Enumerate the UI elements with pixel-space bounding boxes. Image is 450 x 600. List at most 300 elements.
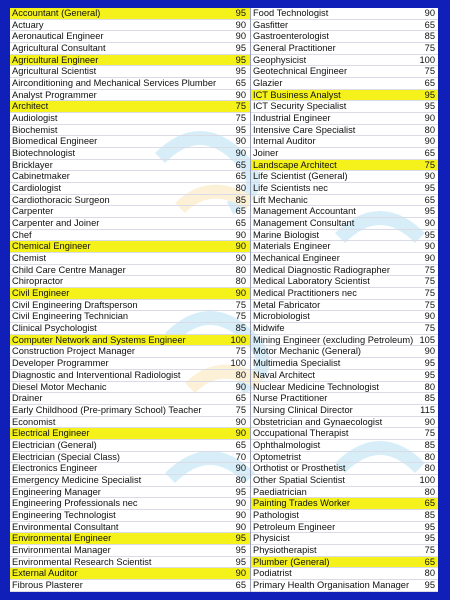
table-row: [10, 335, 250, 347]
table-row: [10, 417, 250, 429]
occupation-name: Civil Engineering Technician: [12, 311, 129, 322]
occupation-name: Civil Engineer: [12, 288, 70, 299]
occupation-score: 95: [235, 54, 246, 65]
occupation-name: Analyst Programmer: [12, 89, 97, 100]
occupation-score: 75: [424, 544, 435, 555]
occupation-name: Clinical Psychologist: [12, 323, 97, 334]
occupation-score: 100: [419, 474, 435, 485]
occupation-name: Chef: [12, 229, 32, 240]
occupation-name: Gastroenterologist: [253, 31, 329, 42]
occupation-name: General Practitioner: [253, 43, 336, 54]
occupation-score: 90: [424, 218, 435, 229]
occupation-score: 75: [424, 323, 435, 334]
table-row: [10, 160, 250, 172]
occupation-name: Audiologist: [12, 113, 58, 124]
table-row: [251, 452, 438, 464]
occupation-score: 75: [235, 299, 246, 310]
occupation-score: 80: [424, 124, 435, 135]
occupation-score: 90: [424, 136, 435, 147]
table-row: [10, 101, 250, 113]
occupation-name: Mining Engineer (excluding Petroleum): [253, 334, 414, 345]
occupation-score: 75: [424, 43, 435, 54]
occupation-name: Gasfitter: [253, 19, 289, 30]
occupation-score: 75: [424, 288, 435, 299]
occupation-table: [10, 8, 438, 592]
table-row: [10, 90, 250, 102]
occupation-score: 75: [424, 159, 435, 170]
occupation-name: Actuary: [12, 19, 44, 30]
occupation-score: 100: [230, 358, 246, 369]
occupation-score: 95: [235, 556, 246, 567]
occupation-name: Electronics Engineer: [12, 463, 98, 474]
occupation-score: 95: [424, 101, 435, 112]
table-row: [251, 580, 438, 592]
occupation-name: Joiner: [253, 148, 279, 159]
occupation-name: ICT Business Analyst: [253, 89, 341, 100]
table-row: [10, 241, 250, 253]
occupation-score: 75: [235, 346, 246, 357]
occupation-score: 90: [235, 416, 246, 427]
table-row: [251, 241, 438, 253]
table-row: [10, 311, 250, 323]
occupation-name: Materials Engineer: [253, 241, 331, 252]
occupation-name: Drainer: [12, 393, 43, 404]
table-row: [251, 113, 438, 125]
occupation-name: Physicist: [253, 533, 290, 544]
occupation-score: 90: [235, 89, 246, 100]
table-row: [10, 510, 250, 522]
occupation-score: 95: [424, 521, 435, 532]
table-row: [10, 428, 250, 440]
table-row: [10, 206, 250, 218]
occupation-score: 95: [235, 8, 246, 18]
table-row: [10, 230, 250, 242]
occupation-name: Biochemist: [12, 124, 58, 135]
occupation-score: 90: [235, 148, 246, 159]
table-row: [10, 183, 250, 195]
occupation-score: 85: [424, 439, 435, 450]
occupation-name: Life Scientists nec: [253, 183, 328, 194]
occupation-score: 65: [424, 148, 435, 159]
occupation-score: 90: [235, 463, 246, 474]
table-row: [10, 136, 250, 148]
occupation-name: Medical Laboratory Scientist: [253, 276, 370, 287]
occupation-name: Electrician (Special Class): [12, 451, 120, 462]
occupation-score: 70: [235, 451, 246, 462]
occupation-name: Marine Biologist: [253, 229, 320, 240]
table-row: [251, 253, 438, 265]
table-row: [251, 428, 438, 440]
table-row: [251, 440, 438, 452]
occupation-score: 90: [424, 8, 435, 18]
occupation-name: Aeronautical Engineer: [12, 31, 104, 42]
table-row: [10, 218, 250, 230]
table-row: [10, 55, 250, 67]
occupation-name: Metal Fabricator: [253, 299, 321, 310]
occupation-score: 85: [424, 509, 435, 520]
occupation-name: Multimedia Specialist: [253, 358, 341, 369]
occupation-score: 85: [424, 393, 435, 404]
occupation-score: 105: [419, 334, 435, 345]
table-row: [251, 20, 438, 32]
occupation-score: 100: [419, 54, 435, 65]
occupation-score: 90: [235, 288, 246, 299]
table-row: [10, 346, 250, 358]
table-row: [251, 101, 438, 113]
occupation-score: 100: [230, 334, 246, 345]
table-row: [251, 125, 438, 137]
table-row: [10, 498, 250, 510]
occupation-name: Environmental Consultant: [12, 521, 119, 532]
occupation-score: 80: [235, 183, 246, 194]
occupation-score: 75: [424, 264, 435, 275]
occupation-score: 75: [424, 66, 435, 77]
occupation-name: Glazier: [253, 78, 283, 89]
table-row: [10, 370, 250, 382]
occupation-name: Management Accountant: [253, 206, 356, 217]
table-row: [10, 452, 250, 464]
table-row: [10, 31, 250, 43]
table-row: [251, 498, 438, 510]
table-row: [10, 533, 250, 545]
occupation-score: 95: [424, 183, 435, 194]
occupation-score: 75: [235, 101, 246, 112]
table-row: [10, 78, 250, 90]
table-row: [251, 533, 438, 545]
table-row: [251, 55, 438, 67]
occupation-name: Lift Mechanic: [253, 194, 308, 205]
occupation-name: Bricklayer: [12, 159, 53, 170]
occupation-score: 90: [235, 428, 246, 439]
occupation-name: Nursing Clinical Director: [253, 404, 353, 415]
occupation-score: 85: [235, 194, 246, 205]
table-row: [251, 31, 438, 43]
occupation-score: 115: [420, 404, 435, 415]
occupation-score: 75: [235, 404, 246, 415]
table-row: [10, 463, 250, 475]
occupation-name: Early Childhood (Pre-primary School) Teacher: [12, 404, 202, 415]
table-row: [10, 568, 250, 580]
occupation-name: Engineering Professionals nec: [12, 498, 138, 509]
table-row: [10, 545, 250, 557]
table-row: [251, 265, 438, 277]
table-row: [251, 206, 438, 218]
table-row: [251, 160, 438, 172]
occupation-name: Agricultural Scientist: [12, 66, 97, 77]
table-row: [251, 276, 438, 288]
table-row: [251, 487, 438, 499]
table-row: [251, 230, 438, 242]
occupation-score: 80: [235, 276, 246, 287]
occupation-score: 90: [235, 381, 246, 392]
occupation-name: Geotechnical Engineer: [253, 66, 348, 77]
occupation-score: 65: [235, 393, 246, 404]
occupation-name: Medical Practitioners nec: [253, 288, 357, 299]
occupation-score: 95: [424, 369, 435, 380]
occupation-name: Agricultural Engineer: [12, 54, 99, 65]
occupation-name: Occupational Therapist: [253, 428, 349, 439]
occupation-score: 90: [235, 136, 246, 147]
occupation-name: Obstetrician and Gynaecologist: [253, 416, 383, 427]
occupation-name: Chemical Engineer: [12, 241, 91, 252]
occupation-score: 65: [235, 218, 246, 229]
occupation-score: 90: [424, 113, 435, 124]
occupation-name: Optometrist: [253, 451, 302, 462]
occupation-name: Accountant (General): [12, 8, 101, 18]
occupation-score: 65: [424, 194, 435, 205]
occupation-name: Cardiothoracic Surgeon: [12, 194, 110, 205]
occupation-name: Mechanical Engineer: [253, 253, 340, 264]
occupation-score: 75: [235, 113, 246, 124]
table-row: [10, 580, 250, 592]
occupation-score: 65: [424, 498, 435, 509]
occupation-score: 80: [424, 568, 435, 579]
occupation-score: 90: [235, 498, 246, 509]
table-row: [251, 382, 438, 394]
occupation-name: Primary Health Organisation Manager: [253, 579, 410, 590]
occupation-name: Chiropractor: [12, 276, 64, 287]
right-column: [250, 8, 438, 592]
occupation-name: Civil Engineering Draftsperson: [12, 299, 138, 310]
table-row: [251, 358, 438, 370]
occupation-score: 95: [424, 89, 435, 100]
occupation-name: Nurse Practitioner: [253, 393, 328, 404]
table-row: [10, 557, 250, 569]
table-row: [10, 276, 250, 288]
occupation-score: 80: [235, 264, 246, 275]
occupation-name: Medical Diagnostic Radiographer: [253, 264, 390, 275]
occupation-score: 90: [235, 521, 246, 532]
occupation-score: 80: [424, 381, 435, 392]
table-row: [10, 125, 250, 137]
occupation-name: Podiatrist: [253, 568, 292, 579]
table-row: [251, 90, 438, 102]
table-row: [251, 311, 438, 323]
occupation-name: Developer Programmer: [12, 358, 109, 369]
occupation-name: Environmental Research Scientist: [12, 556, 152, 567]
table-row: [10, 487, 250, 499]
table-row: [251, 557, 438, 569]
occupation-score: 90: [424, 171, 435, 182]
occupation-name: Internal Auditor: [253, 136, 316, 147]
occupation-name: Naval Architect: [253, 369, 316, 380]
occupation-name: Biomedical Engineer: [12, 136, 98, 147]
occupation-name: External Auditor: [12, 568, 78, 579]
occupation-name: Electrical Engineer: [12, 428, 90, 439]
table-row: [251, 393, 438, 405]
table-row: [10, 66, 250, 78]
occupation-score: 90: [424, 416, 435, 427]
occupation-score: 95: [235, 544, 246, 555]
occupation-score: 95: [235, 124, 246, 135]
table-row: [251, 66, 438, 78]
occupation-name: Geophysicist: [253, 54, 307, 65]
occupation-name: Motor Mechanic (General): [253, 346, 361, 357]
occupation-name: Food Technologist: [253, 8, 329, 18]
occupation-score: 90: [424, 253, 435, 264]
occupation-name: Painting Trades Worker: [253, 498, 350, 509]
occupation-score: 90: [235, 509, 246, 520]
occupation-score: 90: [235, 19, 246, 30]
occupation-name: Environmental Manager: [12, 544, 111, 555]
occupation-name: Engineering Manager: [12, 486, 101, 497]
occupation-score: 80: [424, 486, 435, 497]
occupation-name: Carpenter and Joiner: [12, 218, 100, 229]
occupation-score: 80: [235, 369, 246, 380]
occupation-name: Biotechnologist: [12, 148, 76, 159]
occupation-name: Cabinetmaker: [12, 171, 70, 182]
occupation-score: 75: [424, 428, 435, 439]
table-row: [10, 171, 250, 183]
occupation-name: Pathologist: [253, 509, 299, 520]
occupation-score: 80: [424, 463, 435, 474]
occupation-score: 80: [235, 474, 246, 485]
occupation-name: Landscape Architect: [253, 159, 337, 170]
occupation-score: 65: [235, 171, 246, 182]
occupation-score: 65: [235, 206, 246, 217]
occupation-score: 80: [424, 451, 435, 462]
occupation-name: Agricultural Consultant: [12, 43, 106, 54]
occupation-name: Chemist: [12, 253, 47, 264]
table-row: [10, 522, 250, 534]
occupation-name: ICT Security Specialist: [253, 101, 347, 112]
table-row: [251, 323, 438, 335]
table-row: [251, 545, 438, 557]
table-row: [10, 148, 250, 160]
table-row: [251, 218, 438, 230]
occupation-name: Environmental Engineer: [12, 533, 112, 544]
table-row: [10, 393, 250, 405]
table-row: [251, 370, 438, 382]
occupation-name: Management Consultant: [253, 218, 355, 229]
occupation-score: 75: [235, 311, 246, 322]
left-column: [10, 8, 250, 592]
table-row: [10, 253, 250, 265]
table-row: [251, 300, 438, 312]
occupation-name: Other Spatial Scientist: [253, 474, 345, 485]
occupation-score: 75: [424, 276, 435, 287]
occupation-score: 95: [235, 66, 246, 77]
occupation-score: 95: [424, 206, 435, 217]
occupation-score: 65: [235, 579, 246, 590]
occupation-name: Diagnostic and Interventional Radiologist: [12, 369, 181, 380]
occupation-name: Intensive Care Specialist: [253, 124, 356, 135]
occupation-name: Industrial Engineer: [253, 113, 331, 124]
table-row: [251, 522, 438, 534]
occupation-name: Ophthalmologist: [253, 439, 321, 450]
table-row: [10, 265, 250, 277]
occupation-score: 85: [424, 31, 435, 42]
table-row: [251, 78, 438, 90]
table-row: [10, 195, 250, 207]
table-row: [10, 382, 250, 394]
occupation-name: Nuclear Medicine Technologist: [253, 381, 379, 392]
table-row: [251, 171, 438, 183]
occupation-score: 90: [235, 253, 246, 264]
table-row: [251, 417, 438, 429]
occupation-name: Carpenter: [12, 206, 54, 217]
table-row: [251, 195, 438, 207]
table-row: [10, 475, 250, 487]
table-row: [251, 335, 438, 347]
occupation-name: Computer Network and Systems Engineer: [12, 334, 186, 345]
occupation-score: 95: [424, 358, 435, 369]
occupation-name: Physiotherapist: [253, 544, 317, 555]
occupation-score: 90: [424, 311, 435, 322]
table-row: [251, 183, 438, 195]
table-row: [251, 510, 438, 522]
occupation-score: 65: [424, 78, 435, 89]
occupation-score: 95: [235, 533, 246, 544]
occupation-name: Construction Project Manager: [12, 346, 135, 357]
occupation-score: 65: [235, 159, 246, 170]
table-row: [10, 288, 250, 300]
occupation-name: Orthotist or Prosthetist: [253, 463, 346, 474]
occupation-name: Child Care Centre Manager: [12, 264, 126, 275]
occupation-score: 85: [235, 323, 246, 334]
table-row: [251, 346, 438, 358]
occupation-score: 65: [424, 556, 435, 567]
occupation-score: 90: [424, 241, 435, 252]
occupation-score: 90: [235, 229, 246, 240]
table-row: [251, 475, 438, 487]
occupation-name: Life Scientist (General): [253, 171, 348, 182]
occupation-score: 95: [235, 43, 246, 54]
occupation-name: Plumber (General): [253, 556, 330, 567]
occupation-score: 90: [235, 568, 246, 579]
occupation-score: 75: [424, 299, 435, 310]
occupation-name: Engineering Technologist: [12, 509, 116, 520]
occupation-name: Airconditioning and Mechanical Services Plumber: [12, 78, 217, 89]
occupation-name: Electrician (General): [12, 439, 97, 450]
table-row: [10, 8, 250, 20]
occupation-score: 65: [235, 439, 246, 450]
table-row: [10, 358, 250, 370]
occupation-name: Cardiologist: [12, 183, 62, 194]
occupation-name: Midwife: [253, 323, 285, 334]
occupation-name: Petroleum Engineer: [253, 521, 336, 532]
table-row: [251, 288, 438, 300]
occupation-name: Emergency Medicine Specialist: [12, 474, 142, 485]
occupation-score: 95: [235, 486, 246, 497]
table-row: [10, 440, 250, 452]
table-row: [10, 323, 250, 335]
occupation-name: Diesel Motor Mechanic: [12, 381, 107, 392]
occupation-score: 65: [424, 19, 435, 30]
table-row: [10, 20, 250, 32]
table-row: [251, 43, 438, 55]
occupation-score: 90: [235, 241, 246, 252]
occupation-score: 95: [424, 533, 435, 544]
table-row: [251, 463, 438, 475]
occupation-name: Economist: [12, 416, 56, 427]
table-row: [251, 136, 438, 148]
table-row: [251, 568, 438, 580]
table-row: [10, 405, 250, 417]
occupation-score: 95: [424, 579, 435, 590]
occupation-score: 65: [235, 78, 246, 89]
occupation-name: Architect: [12, 101, 49, 112]
table-row: [10, 113, 250, 125]
table-row: [251, 405, 438, 417]
occupation-name: Fibrous Plasterer: [12, 579, 83, 590]
occupation-score: 95: [424, 229, 435, 240]
table-row: [10, 43, 250, 55]
table-row: [251, 148, 438, 160]
occupation-score: 90: [424, 346, 435, 357]
occupation-score: 90: [235, 31, 246, 42]
occupation-name: Paediatrician: [253, 486, 307, 497]
